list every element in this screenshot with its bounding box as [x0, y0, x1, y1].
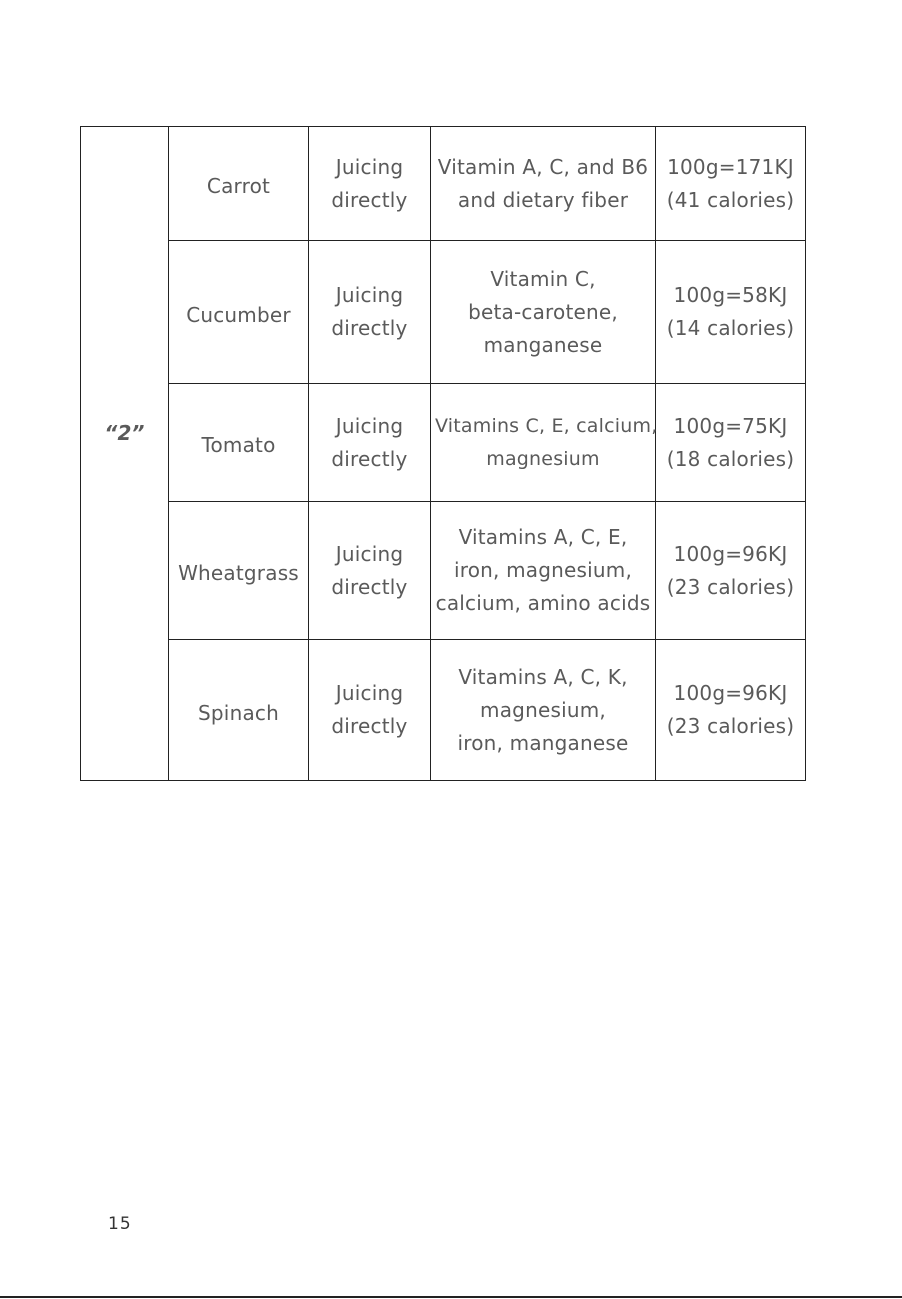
calories-value: (18 calories) [666, 446, 795, 471]
table-row [81, 640, 806, 781]
vegetable-name: Cucumber [186, 302, 291, 327]
energy-cell [656, 502, 806, 640]
nutrients-cell [431, 241, 656, 384]
vegetable-name-cell [169, 640, 309, 781]
method-line: directly [331, 446, 408, 471]
nutrients-line: Vitamins C, E, calcium, [435, 414, 658, 437]
energy-value: 100g=96KJ [673, 681, 788, 705]
vegetable-name: Tomato [201, 433, 276, 457]
nutrients-line: Vitamins A, C, K, [458, 664, 628, 689]
calories-value: (23 calories) [666, 714, 795, 738]
nutrients-line: beta-carotene, [468, 299, 618, 324]
energy-cell [656, 384, 806, 502]
nutrients-line: magnesium [486, 447, 600, 470]
method-line: Juicing [335, 541, 404, 566]
vegetable-name-cell [169, 241, 309, 384]
nutrients-cell [431, 502, 656, 640]
energy-value: 100g=58KJ [673, 283, 788, 307]
table-row [81, 241, 806, 384]
vegetable-name-cell [169, 502, 309, 640]
method-line: Juicing [335, 283, 404, 307]
method-line: Juicing [335, 413, 404, 438]
nutrients-cell [431, 384, 656, 502]
vegetable-name: Wheatgrass [178, 561, 299, 585]
energy-value: 100g=171KJ [667, 154, 794, 179]
energy-value: 100g=75KJ [673, 413, 788, 438]
table-row [81, 502, 806, 640]
energy-cell [656, 241, 806, 384]
method-line: Juicing [335, 154, 404, 179]
energy-cell [656, 127, 806, 241]
calories-value: (14 calories) [666, 316, 795, 340]
nutrients-cell [431, 127, 656, 241]
method-line: directly [331, 187, 408, 212]
method-cell [309, 127, 431, 241]
energy-cell [656, 640, 806, 781]
calories-value: (41 calories) [666, 187, 795, 212]
nutrients-line: Vitamins A, C, E, [458, 525, 628, 549]
page-number: 15 [108, 1214, 132, 1234]
table-row [81, 127, 806, 241]
vegetable-name-cell [169, 127, 309, 241]
nutrients-line: iron, magnesium, [453, 558, 633, 582]
calories-value: (23 calories) [666, 574, 795, 599]
group-label: “2” [104, 421, 145, 445]
nutrients-line: Vitamin C, [490, 266, 596, 291]
method-line: directly [331, 316, 408, 340]
nutrients-cell [431, 640, 656, 781]
method-line: directly [331, 714, 408, 738]
nutrients-line: Vitamin A, C, and B6 [437, 154, 649, 179]
nutrients-line: magnesium, [480, 697, 606, 722]
method-cell [309, 502, 431, 640]
method-cell [309, 241, 431, 384]
vegetable-name-cell [169, 384, 309, 502]
nutrients-line: and dietary fiber [457, 187, 629, 212]
method-cell [309, 640, 431, 781]
table-row [81, 384, 806, 502]
energy-value: 100g=96KJ [673, 541, 788, 566]
page-bottom-divider [0, 1296, 902, 1298]
method-cell [309, 384, 431, 502]
method-line: Juicing [335, 681, 404, 705]
nutrients-line: calcium, amino acids [435, 591, 651, 615]
vegetable-name: Spinach [198, 700, 279, 725]
nutrients-line: iron, manganese [457, 730, 629, 755]
vegetable-name: Carrot [206, 174, 271, 198]
juice-nutrition-table [80, 126, 806, 781]
group-label-cell [81, 127, 169, 781]
method-line: directly [331, 574, 408, 599]
nutrients-line: manganese [483, 332, 603, 357]
